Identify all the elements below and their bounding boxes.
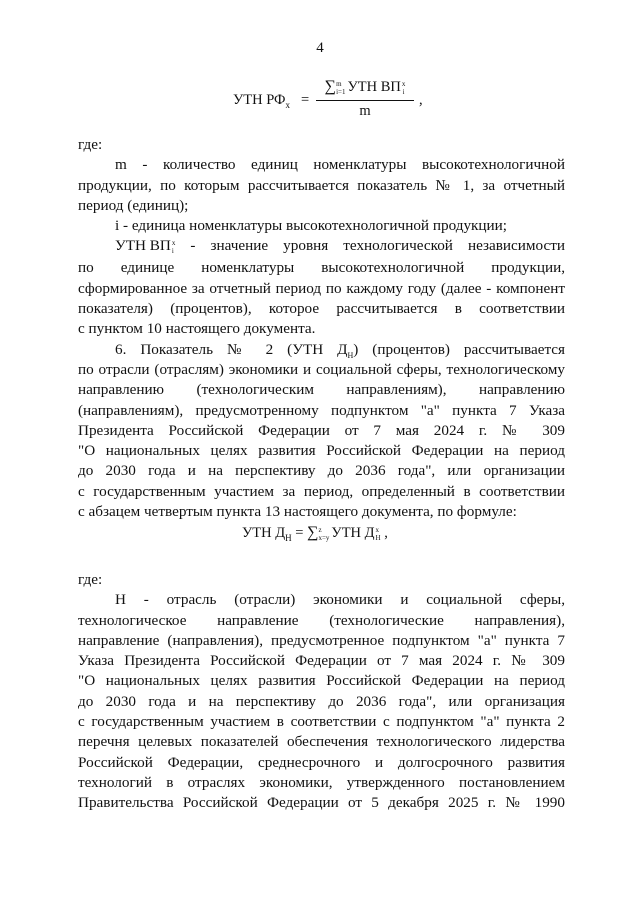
item6-lead-text: 6. Показатель № 2 ( (115, 340, 293, 358)
formula2-lhs: УТН Д (242, 525, 286, 541)
formula-lhs-symbol: УТН РФ (233, 92, 286, 108)
item6-line: с государственным участием за период, определенный в соответствии (78, 482, 565, 500)
sum-sign: ∑ (324, 78, 337, 95)
def-n-line: технологий в отраслях экономики, утвержденного постановлением (78, 773, 565, 791)
formula-utn-rf (233, 78, 423, 122)
formula-lhs (233, 92, 290, 110)
formula2-comma: , (384, 525, 388, 541)
item6-line: с абзацем четвертым пункта 13 настоящего документа, по формуле: (78, 503, 517, 521)
item6-first-line (78, 340, 565, 360)
item6-symbol-text: УТН Д (292, 340, 348, 358)
formula2-lhs-subscript: Н (285, 532, 292, 543)
def-n-line: направление (направления), предусмотренное подпунктом "а" пункта 7 (78, 631, 565, 649)
def-vp-line: сформированное за отчетный период по каждому году (далее - компонент (78, 279, 565, 297)
def-n-line: Правительства Российской Федерации от 5 декабря 2025 г. № 1990 (78, 794, 565, 812)
vp-superscript: x (171, 239, 176, 247)
term-subscript: i (402, 87, 405, 96)
sum-lower-limit: i=1 (336, 87, 346, 96)
term-indices (376, 526, 381, 542)
def-i-line: i - единица номенклатуры высокотехнологичной продукции; (115, 217, 508, 235)
sum-limits (318, 526, 329, 542)
vp-symbol-text: УТН ВП (115, 237, 171, 255)
item6-symbol (292, 341, 353, 358)
item6-line: по отрасли (отраслям) экономики и социальной сферы, технологическому (78, 360, 565, 378)
vp-subscript: i (171, 247, 174, 255)
def-m-line: продукции, по которым рассчитывается показатель № 1, за отчетный (78, 176, 565, 194)
def-n-line: до 2030 года и на перспективу до 2036 года", или организация (78, 692, 565, 710)
formula-numerator (316, 78, 414, 96)
def-vp-first-line (78, 236, 565, 258)
item6-line: до 2030 года и на перспективу до 2036 года", или организации (78, 462, 565, 480)
formula-comma: , (419, 92, 423, 108)
item6-line: направлению (технологическим направлениям), направлению (78, 381, 565, 399)
sum-upper-limit: m (336, 79, 342, 88)
page-number: 4 (316, 40, 324, 56)
fraction-bar (316, 100, 414, 101)
formula-denominator: m (359, 103, 371, 119)
item6-tail-text: ) (процентов) рассчитывается (353, 340, 565, 358)
where-label: где: (78, 136, 103, 153)
vp-symbol (115, 236, 175, 256)
term-superscript: x (401, 79, 406, 88)
sum-sign: ∑ (307, 524, 319, 541)
sum-limits (336, 80, 345, 96)
term-subscript: Н (375, 533, 381, 542)
term-indices (402, 80, 406, 96)
vp-definition-text: - значение уровня технологической независимости (175, 237, 565, 255)
def-n-line: Российской Федерации, среднесрочного и долгосрочного развития (78, 753, 565, 771)
def-n-line: технологическое направление (технологические направления), (78, 611, 565, 629)
def-m-line: m - количество единиц номенклатуры высокотехнологичной (115, 156, 565, 174)
formula2-equals: = (295, 525, 304, 541)
def-n-line: с государственным участием в соответствии с подпунктом "а" пункта 2 (78, 713, 565, 731)
definitions-block-2 (78, 570, 565, 814)
formula-utn-d (242, 524, 412, 548)
vp-indices (172, 239, 176, 255)
def-n-line: перечня целевых показателей обеспечения технологического лидерства (78, 733, 565, 751)
def-n-line: "О национальных целях развития Российской Федерации на период (78, 672, 565, 690)
sum-term: УТН ВП (347, 79, 401, 95)
item6-line: "О национальных целях развития Российской Федерации на период (78, 442, 565, 460)
def-vp-line: показателя) (процентов), которое рассчитывается в соответствии (78, 300, 565, 318)
sum-lower-limit: x=y (318, 533, 330, 542)
def-vp-line: с пунктом 10 настоящего документа. (78, 320, 316, 338)
item6-line: Президента Российской Федерации от 7 мая 2024 г. № 309 (78, 421, 565, 439)
formula-equals: = (301, 92, 310, 108)
where-label: где: (78, 571, 103, 588)
item6-symbol-subscript: Н (347, 350, 354, 360)
def-vp-line: по единице номенклатуры высокотехнологичной продукции, (78, 259, 565, 277)
def-m-line: период (единиц); (78, 196, 189, 214)
sum-term: УТН Д (331, 525, 375, 541)
item6-line: (направлениям), предусмотренному подпунктом "а" пункта 7 Указа (78, 401, 565, 419)
def-n-line: Указа Президента Российской Федерации от 7 мая 2024 г. № 309 (78, 652, 565, 670)
definitions-block-1 (78, 135, 565, 522)
term-superscript: x (375, 525, 380, 534)
def-n-line: Н - отрасль (отрасли) экономики и социальной сферы, (115, 591, 565, 609)
formula-lhs-subscript: x (285, 99, 290, 110)
sum-upper-limit: z (318, 525, 322, 534)
